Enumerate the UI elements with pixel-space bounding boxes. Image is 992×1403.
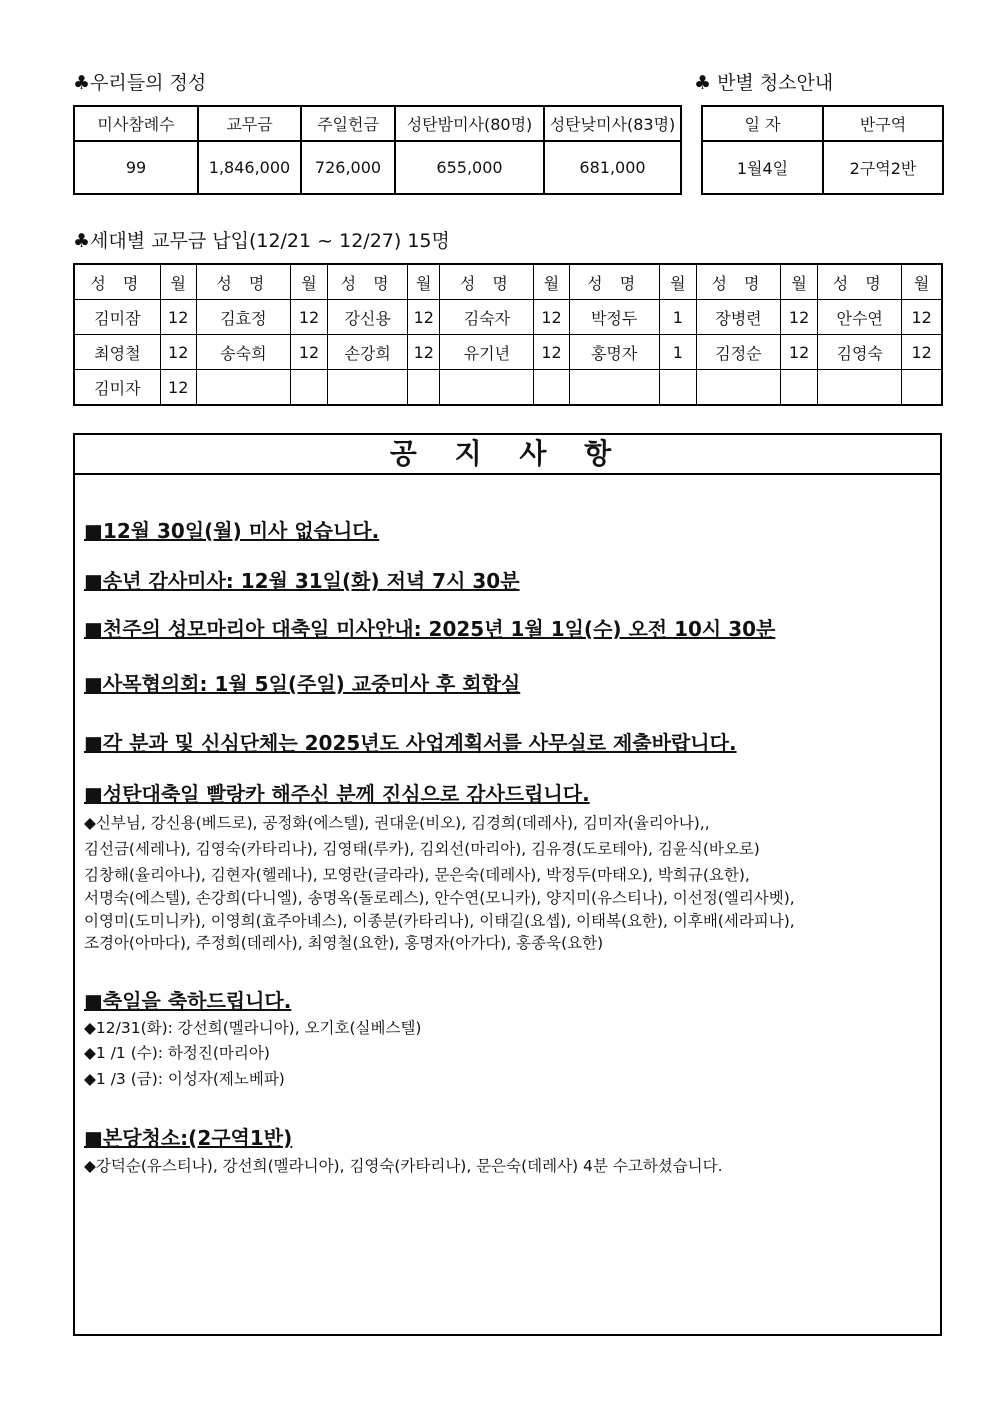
dues-name-cell: 김미자 — [74, 370, 160, 406]
offering-value-cell: 1,846,000 — [198, 141, 301, 194]
thanks-line: 서명숙(에스텔), 손강희(다니엘), 송명옥(돌로레스), 안수연(모니카), 양지미(유스티나), 이선정(엘리사벳), — [84, 889, 795, 907]
dues-month-header: 월 — [659, 264, 696, 300]
offering-table — [73, 105, 682, 195]
dues-name-cell: 손강희 — [328, 335, 408, 370]
dues-name-cell: 안수연 — [818, 300, 902, 335]
dues-name-header: 성 명 — [696, 264, 780, 300]
offering-value-cell: 681,000 — [544, 141, 681, 194]
dues-name-header: 성 명 — [196, 264, 290, 300]
dues-month-header: 월 — [160, 264, 196, 300]
dues-name-cell — [328, 370, 408, 406]
dues-name-cell: 박정두 — [569, 300, 659, 335]
offering-header-cell: 미사참례수 — [74, 106, 198, 141]
offering-value-cell: 726,000 — [301, 141, 395, 194]
dues-month-cell: 12 — [781, 335, 818, 370]
dues-name-cell — [196, 370, 290, 406]
dues-month-cell: 12 — [781, 300, 818, 335]
notice-box — [73, 433, 942, 1336]
dues-row — [74, 300, 942, 335]
dues-month-cell: 12 — [902, 300, 942, 335]
dues-name-cell — [696, 370, 780, 406]
dues-name-cell: 김효정 — [196, 300, 290, 335]
feast-line: ◆1 /1 (수): 하정진(마리아) — [84, 1044, 270, 1062]
notice-item: ■12월 30일(월) 미사 없습니다. — [84, 519, 380, 543]
dues-name-cell: 김숙자 — [440, 300, 534, 335]
dues-name-header: 성 명 — [569, 264, 659, 300]
offering-heading: ♣우리들의 정성 — [73, 72, 207, 94]
clean-heading: ■본당청소:(2구역1반) — [84, 1126, 293, 1150]
dues-name-cell: 송숙희 — [196, 335, 290, 370]
dues-month-cell: 12 — [408, 335, 440, 370]
thanks-line: 김창해(율리아나), 김현자(헬레나), 모영란(글라라), 문은숙(데레사), 박정두(마태오), 박희규(요한), — [84, 866, 750, 884]
dues-name-cell — [569, 370, 659, 406]
dues-month-cell: 12 — [160, 335, 196, 370]
dues-month-cell: 12 — [160, 370, 196, 406]
offering-value-cell: 99 — [74, 141, 198, 194]
clean-line: ◆강덕순(유스티나), 강선희(멜라니아), 김영숙(카타리나), 문은숙(데레사) 4분 수고하셨습니다. — [84, 1157, 723, 1175]
notice-title: 공 지 사 항 — [75, 435, 940, 475]
dues-month-cell — [534, 370, 569, 406]
dues-name-cell: 김정순 — [696, 335, 780, 370]
notice-item: ■천주의 성모마리아 대축일 미사안내: 2025년 1월 1일(수) 오전 10시 30분 — [84, 617, 776, 641]
dues-month-header: 월 — [408, 264, 440, 300]
thanks-line: 조경아(아마다), 주정희(데레사), 최영철(요한), 홍명자(아가다), 홍종욱(요한) — [84, 934, 604, 952]
dues-month-cell — [290, 370, 327, 406]
dues-name-header: 성 명 — [818, 264, 902, 300]
dues-month-cell: 12 — [534, 300, 569, 335]
offering-header-cell: 주일헌금 — [301, 106, 395, 141]
notice-item: ■사목협의회: 1월 5일(주일) 교중미사 후 회합실 — [84, 672, 521, 696]
thanks-line: 김선금(세레나), 김영숙(카타리나), 김영태(루카), 김외선(마리아), 김유경(도로테아), 김윤식(바오로) — [84, 840, 760, 858]
dues-name-cell: 장병련 — [696, 300, 780, 335]
cleaning-value-cell: 2구역2반 — [823, 141, 943, 194]
feast-heading: ■축일을 축하드립니다. — [84, 989, 292, 1013]
thanks-line: ◆신부님, 강신용(베드로), 공정화(에스텔), 권대운(비오), 김경희(데레사), 김미자(율리아나),, — [84, 814, 710, 832]
dues-name-cell — [440, 370, 534, 406]
dues-month-cell: 12 — [902, 335, 942, 370]
dues-name-header: 성 명 — [328, 264, 408, 300]
dues-table — [73, 263, 943, 406]
dues-name-cell: 유기년 — [440, 335, 534, 370]
dues-month-cell: 12 — [290, 335, 327, 370]
feast-line: ◆12/31(화): 강선희(멜라니아), 오기호(실베스텔) — [84, 1019, 422, 1037]
dues-month-cell — [408, 370, 440, 406]
dues-name-cell: 김미잠 — [74, 300, 160, 335]
dues-heading: ♣세대별 교무금 납입(12/21 ~ 12/27) 15명 — [73, 230, 450, 252]
dues-month-header: 월 — [902, 264, 942, 300]
dues-name-cell — [818, 370, 902, 406]
dues-name-cell: 최영철 — [74, 335, 160, 370]
notice-item: ■송년 감사미사: 12월 31일(화) 저녁 7시 30분 — [84, 569, 520, 593]
offering-value-cell: 655,000 — [395, 141, 544, 194]
offering-header-cell: 성탄낮미사(83명) — [544, 106, 681, 141]
dues-name-cell: 김영숙 — [818, 335, 902, 370]
dues-month-cell: 1 — [659, 335, 696, 370]
thanks-line: 이영미(도미니카), 이영희(효주아녜스), 이종분(카타리나), 이태길(요셉), 이태복(요한), 이후배(세라피나), — [84, 912, 795, 930]
dues-month-cell — [659, 370, 696, 406]
notice-item: ■각 분과 및 신심단체는 2025년도 사업계획서를 사무실로 제출바랍니다. — [84, 731, 737, 755]
dues-month-cell — [902, 370, 942, 406]
cleaning-value-cell: 1월4일 — [702, 141, 823, 194]
dues-month-cell: 12 — [160, 300, 196, 335]
thanks-heading: ■성탄대축일 빨랑카 해주신 분께 진심으로 감사드립니다. — [84, 782, 590, 806]
dues-name-cell: 강신용 — [328, 300, 408, 335]
cleaning-table — [701, 105, 944, 195]
cleaning-heading: ♣ 반별 청소안내 — [694, 72, 834, 94]
dues-header-row — [74, 264, 942, 300]
offering-header-cell: 교무금 — [198, 106, 301, 141]
cleaning-header-cell: 일 자 — [702, 106, 823, 141]
feast-line: ◆1 /3 (금): 이성자(제노베파) — [84, 1070, 285, 1088]
dues-month-cell: 12 — [290, 300, 327, 335]
dues-month-cell — [781, 370, 818, 406]
dues-month-cell: 12 — [534, 335, 569, 370]
dues-month-header: 월 — [781, 264, 818, 300]
dues-row — [74, 370, 942, 406]
dues-month-header: 월 — [290, 264, 327, 300]
dues-month-cell: 12 — [408, 300, 440, 335]
dues-name-header: 성 명 — [440, 264, 534, 300]
dues-row — [74, 335, 942, 370]
cleaning-header-cell: 반구역 — [823, 106, 943, 141]
offering-header-cell: 성탄밤미사(80명) — [395, 106, 544, 141]
dues-month-cell: 1 — [659, 300, 696, 335]
dues-name-header: 성 명 — [74, 264, 160, 300]
dues-name-cell: 홍명자 — [569, 335, 659, 370]
dues-month-header: 월 — [534, 264, 569, 300]
